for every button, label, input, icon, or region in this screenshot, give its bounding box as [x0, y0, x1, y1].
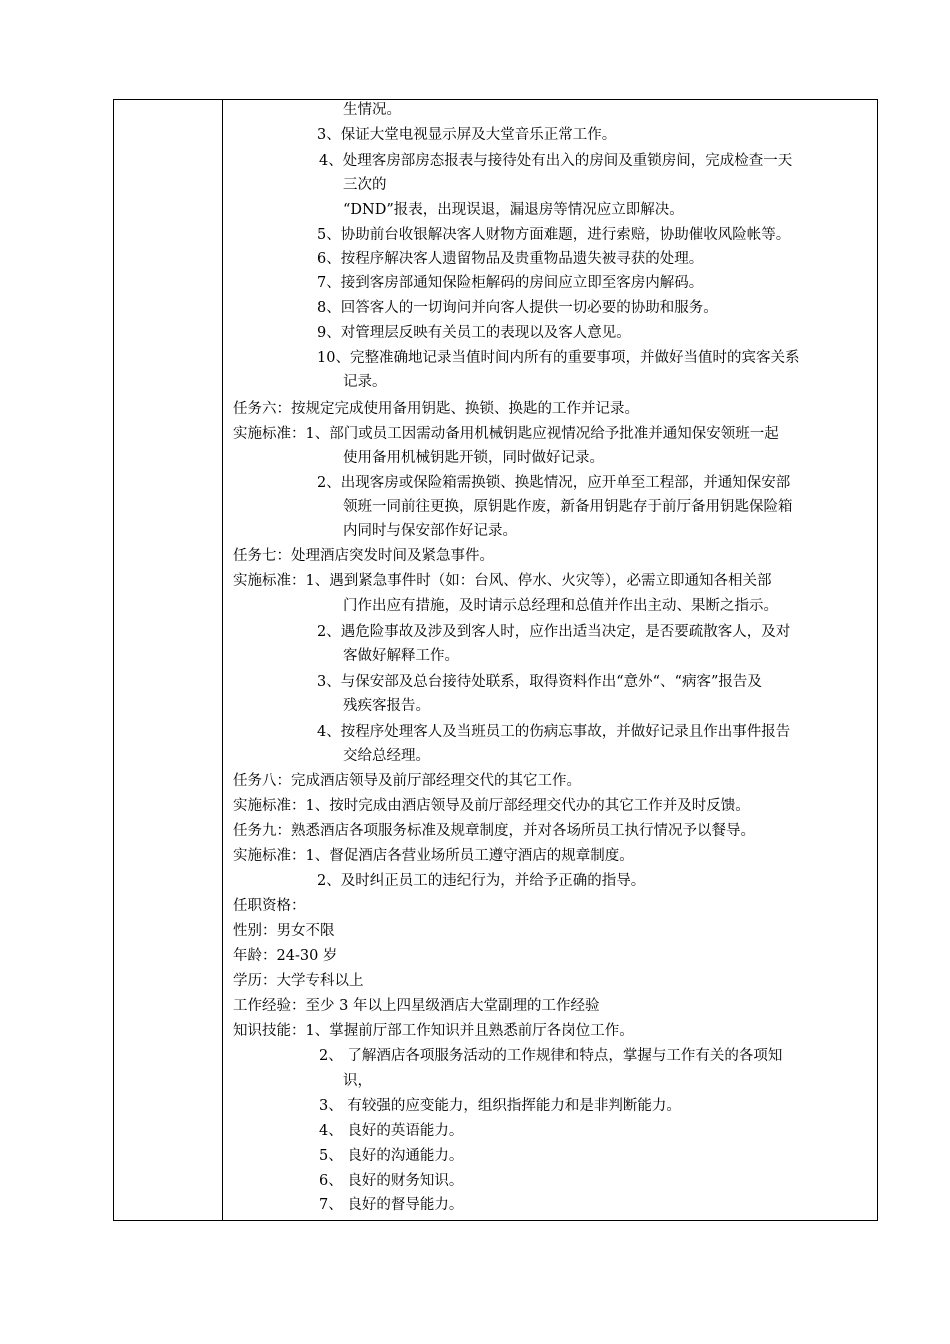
text-line: 6、按程序解决客人遗留物品及贵重物品遗失被寻获的处理。 — [317, 251, 704, 267]
text-line: 实施标准：1、部门或员工因需动备用机械钥匙应视情况给予批准并通知保安领班一起 — [233, 426, 779, 442]
text-line: 任务六：按规定完成使用备用钥匙、换锁、换匙的工作并记录。 — [233, 401, 639, 417]
text-line: 实施标准：1、按时完成由酒店领导及前厅部经理交代办的其它工作并及时反馈。 — [233, 798, 750, 814]
text-line: 识， — [343, 1073, 372, 1089]
text-line: 年龄：24-30 岁 — [233, 948, 338, 964]
text-line: 10、完整准确地记录当值时间内所有的重要事项，并做好当值时的宾客关系 — [317, 350, 800, 366]
text-line: 交给总经理。 — [343, 748, 430, 764]
text-line: 三次的 — [343, 177, 387, 193]
text-line: 4、按程序处理客人及当班员工的伤病忘事故，并做好记录且作出事件报告 — [317, 724, 791, 740]
text-line: 知识技能：1、掌握前厅部工作知识并且熟悉前厅各岗位工作。 — [233, 1023, 634, 1039]
text-line: 领班一同前往更换，原钥匙作废，新备用钥匙存于前厅备用钥匙保险箱 — [343, 499, 793, 515]
text-line: 记录。 — [343, 374, 387, 390]
text-line: 7、 良好的督导能力。 — [319, 1197, 464, 1213]
text-line: 7、接到客房部通知保险柜解码的房间应立即至客房内解码。 — [317, 275, 704, 291]
text-line: 使用备用机械钥匙开锁，同时做好记录。 — [343, 450, 604, 466]
text-line: 5、 良好的沟通能力。 — [319, 1148, 464, 1164]
text-line: 任务九：熟悉酒店各项服务标准及规章制度，并对各场所员工执行情况予以餐导。 — [233, 823, 755, 839]
text-line: 任务八：完成酒店领导及前厅部经理交代的其它工作。 — [233, 773, 581, 789]
text-line: 5、协助前台收银解决客人财物方面难题，进行索赔，协助催收风险帐等。 — [317, 227, 791, 243]
text-line: 2、 了解酒店各项服务活动的工作规律和特点，掌握与工作有关的各项知 — [319, 1048, 783, 1064]
text-line: “DND”报表，出现误退，漏退房等情况应立即解决。 — [343, 202, 684, 218]
text-line: 3、与保安部及总台接待处联系，取得资料作出“意外“、“病客”报告及 — [317, 674, 762, 690]
text-line: 任务七：处理酒店突发时间及紧急事件。 — [233, 548, 494, 564]
text-line: 实施标准：1、遇到紧急事件时（如：台风、停水、火灾等），必需立即通知各相关部 — [233, 573, 772, 589]
text-line: 3、 有较强的应变能力，组织指挥能力和是非判断能力。 — [319, 1098, 681, 1114]
text-line: 2、及时纠正员工的违纪行为，并给予正确的指导。 — [317, 873, 646, 889]
text-line: 内同时与保安部作好记录。 — [343, 523, 517, 539]
job-description-text — [114, 100, 877, 1220]
text-line: 性别：男女不限 — [233, 923, 335, 939]
text-line: 门作出应有措施，及时请示总经理和总值并作出主动、果断之指示。 — [343, 598, 778, 614]
text-line: 任职资格： — [233, 898, 306, 914]
text-line: 残疾客报告。 — [343, 698, 430, 714]
text-line: 9、对管理层反映有关员工的表现以及客人意见。 — [317, 325, 631, 341]
text-line: 2、出现客房或保险箱需换锁、换匙情况，应开单至工程部，并通知保安部 — [317, 475, 791, 491]
text-line: 4、 良好的英语能力。 — [319, 1123, 464, 1139]
text-line: 3、保证大堂电视显示屏及大堂音乐正常工作。 — [317, 127, 617, 143]
text-line: 工作经验：至少 3 年以上四星级酒店大堂副理的工作经验 — [233, 998, 600, 1014]
text-line: 4、处理客房部房态报表与接待处有出入的房间及重锁房间，完成检查一天 — [319, 153, 793, 169]
text-line: 客做好解释工作。 — [343, 648, 459, 664]
text-line: 6、 良好的财务知识。 — [319, 1173, 464, 1189]
text-line: 学历：大学专科以上 — [233, 973, 364, 989]
text-line: 2、遇危险事故及涉及到客人时，应作出适当决定，是否要疏散客人，及对 — [317, 624, 791, 640]
document-table — [113, 99, 878, 1221]
text-line: 实施标准：1、督促酒店各营业场所员工遵守酒店的规章制度。 — [233, 848, 634, 864]
text-line: 8、回答客人的一切询问并向客人提供一切必要的协助和服务。 — [317, 300, 718, 316]
text-line: 生情况。 — [343, 102, 401, 118]
